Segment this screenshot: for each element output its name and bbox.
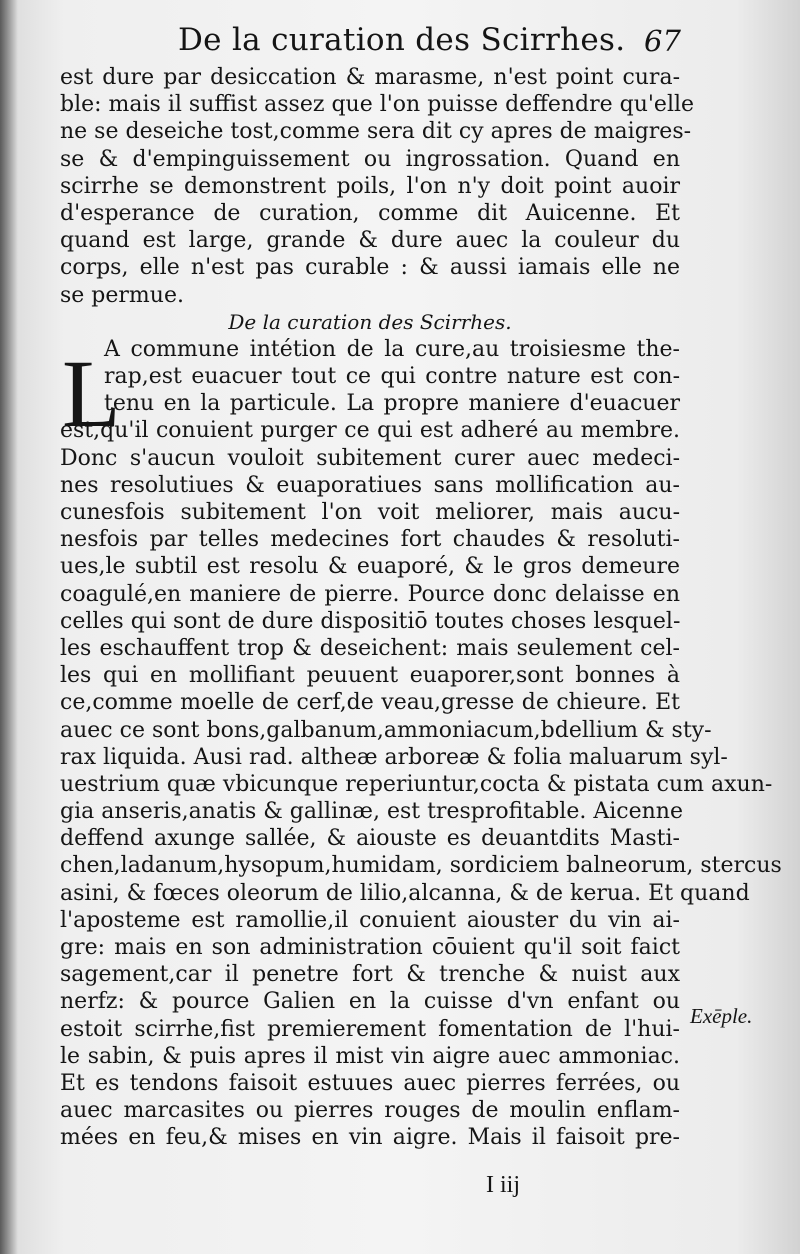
text-line: nerfz: & pource Galien en la cuisse d'vn enfant ou bbox=[60, 989, 680, 1015]
text-line: nes resolutiues & euaporatiues sans mollification au- bbox=[60, 472, 680, 498]
text-line: coagulé,en maniere de pierre. Pource donc delaisse en bbox=[60, 581, 680, 607]
text-line: estoit scirrhe,fist premierement fomentation de l'hui- bbox=[60, 1016, 680, 1042]
text-line: le sabin, & puis apres il mist vin aigre auec ammoniac. bbox=[60, 1043, 680, 1069]
text-line: scirrhe se demonstrent poils, l'on n'y doit point auoir bbox=[60, 173, 680, 199]
text-line: mées en feu,& mises en vin aigre. Mais il faisoit pre- bbox=[60, 1125, 680, 1151]
text-line: gia anseris,anatis & gallinæ, est tresprofitable. Aicenne bbox=[60, 799, 683, 825]
text-line: Et es tendons faisoit estuues auec pierres ferrées, ou bbox=[60, 1070, 680, 1096]
signature-mark: I iij bbox=[486, 1172, 520, 1198]
text-line: est,qu'il conuient purger ce qui est adheré au membre. bbox=[60, 418, 680, 444]
text-line: tenu en la particule. La propre maniere d'euacuer bbox=[104, 391, 680, 417]
text-line: uestrium quæ vbicunque reperiuntur,cocta & pistata cum axun- bbox=[60, 771, 773, 797]
text-line: est dure par desiccation & marasme, n'est point cura- bbox=[60, 65, 680, 90]
text-line: les qui en mollifiant peuuent euaporer,sont bonnes à bbox=[60, 663, 680, 689]
text-line: ne se deseiche tost,comme sera dit cy apres de maigres- bbox=[60, 119, 692, 145]
text-line: gre: mais en son administration cōuient qu'il soit faict bbox=[60, 935, 680, 960]
text-line: rap,est euacuer tout ce qui contre nature est con- bbox=[104, 364, 680, 390]
text-line: deffend axunge sallée, & aiouste es deuantdits Masti- bbox=[60, 826, 680, 852]
text-line: A commune intétion de la cure,au troisiesme the- bbox=[104, 336, 680, 362]
section-subheading: De la curation des Scirrhes. bbox=[228, 309, 512, 334]
text-line: asini, & fœces oleorum de lilio,alcanna, & de kerua. Et quand bbox=[60, 880, 750, 906]
gutter-shadow bbox=[0, 0, 18, 1254]
text-line: ce,comme moelle de cerf,de veau,gresse de chieure. Et bbox=[60, 690, 680, 716]
text-line: Donc s'aucun vouloit subitement curer auec medeci- bbox=[60, 445, 680, 471]
text-line: l'aposteme est ramollie,il conuient aiouster du vin ai- bbox=[60, 907, 680, 933]
text-line: sagement,car il penetre fort & trenche & nuist aux bbox=[60, 962, 680, 988]
text-line: cunesfois subitement l'on voit meliorer, mais aucu- bbox=[60, 500, 680, 525]
text-line: rax liquida. Ausi rad. altheæ arboreæ & folia maluarum syl- bbox=[60, 744, 728, 770]
text-line: d'esperance de curation, comme dit Auicenne. Et bbox=[60, 200, 680, 226]
text-line: se & d'empinguissement ou ingrossation. Quand en bbox=[60, 146, 680, 172]
text-line: celles qui sont de dure dispositiō toutes choses lesquel- bbox=[60, 608, 681, 634]
running-title: De la curation des Scirrhes. bbox=[178, 22, 626, 58]
text-line: corps, elle n'est pas curable : & aussi iamais elle ne bbox=[60, 255, 680, 281]
margin-note: Exēple. bbox=[690, 1004, 753, 1028]
text-line: auec ce sont bons,galbanum,ammoniacum,bdellium & sty- bbox=[60, 717, 712, 743]
page-number: 67 bbox=[644, 24, 681, 58]
text-line: chen,ladanum,hysopum,humidam, sordiciem balneorum, stercus bbox=[60, 853, 782, 879]
text-line: ble: mais il suffist assez que l'on puisse deffendre qu'elle bbox=[60, 92, 695, 118]
drop-cap-initial: L bbox=[62, 340, 121, 447]
text-line: nesfois par telles medecines fort chaudes & resoluti- bbox=[60, 527, 680, 553]
text-line: se permue. bbox=[60, 282, 184, 308]
text-line: ues,le subtil est resolu & euaporé, & le gros demeure bbox=[60, 554, 680, 580]
running-header bbox=[0, 18, 800, 62]
text-line: auec marcasites ou pierres rouges de moulin enflam- bbox=[60, 1098, 680, 1124]
text-line: les eschauffent trop & deseichent: mais seulement cel- bbox=[60, 635, 680, 661]
text-line: quand est large, grande & dure auec la couleur du bbox=[60, 228, 680, 254]
